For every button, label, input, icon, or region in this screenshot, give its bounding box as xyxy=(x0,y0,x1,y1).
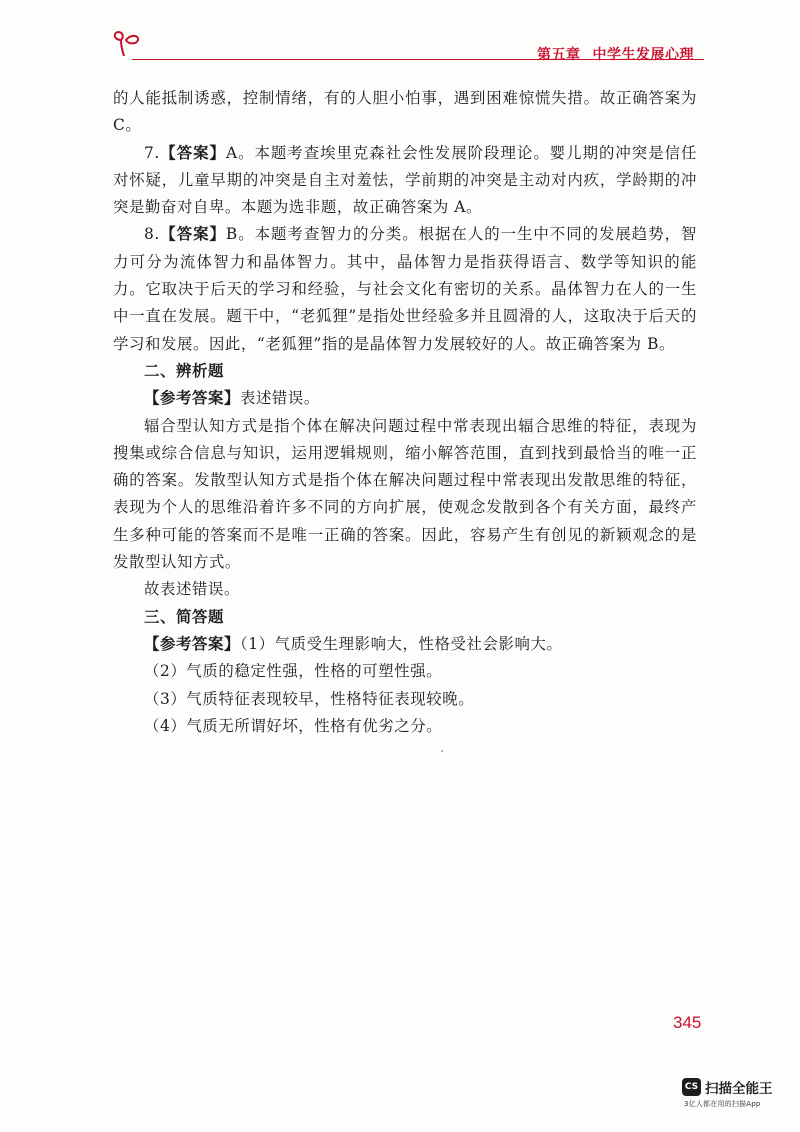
watermark-name: 扫描全能王 xyxy=(705,1081,773,1097)
conclusion-text: 故表述错误。 xyxy=(144,580,240,599)
list-item: （3）气质特征表现较早，性格特征表现较晚。 xyxy=(144,689,475,708)
section-heading-discrimination: 二、辨析题 xyxy=(144,361,224,380)
question-number: 7. xyxy=(144,143,160,162)
scan-speck xyxy=(441,750,443,752)
chapter-title: 中学生发展心理 xyxy=(592,47,694,63)
sprout-icon xyxy=(112,30,142,56)
page-number: 345 xyxy=(673,1013,702,1032)
reference-answer-label: 【参考答案】 xyxy=(144,389,240,408)
answer-text: B。本题考查智力的分类。根据在人的一生中不同的发展趋势，智力可分为流体智力和晶体智力。其中，晶体智力是指获得语言、数学等知识的能力。它取决于后天的学习和经验，与社会文化有密切的关系。晶体智力在人的一生中一直在发展。题干中，“老狐狸”是指处世经验多并且圆滑的人，这取决于后天的学习和发展。因此，“老狐狸”指的是晶体智力发展较好的人。故正确答案为 B。 xyxy=(113,225,697,353)
list-item: （1）气质受生理影响大，性格受社会影响大。 xyxy=(239,634,563,653)
list-item: （4）气质无所谓好坏，性格有优劣之分。 xyxy=(144,716,443,735)
reference-answer-label: 【参考答案】 xyxy=(144,634,240,653)
camscanner-logo-icon: CS xyxy=(682,1078,701,1096)
answer-7 xyxy=(113,140,697,222)
watermark-tagline: 3亿人都在用的扫描App xyxy=(684,1100,761,1108)
reference-answer-text: 表述错误。 xyxy=(239,389,320,408)
chapter-number: 第五章 xyxy=(537,47,581,63)
explanation-paragraph: 辐合型认知方式是指个体在解决问题过程中常表现出辐合思维的特征，表现为搜集或综合信息与知识，运用逻辑规则，缩小解答范围，直到找到最恰当的唯一正确的答案。发散型认知方式是指个体在解决问题过程中常表现出发散思维的特征，表现为个人的思维沿着许多不同的方向扩展，使观念发散到各个有关方面，最终产生多种可能的答案而不是唯一正确的答案。因此，容易产生有创见的新颖观念的是发散型认知方式。 xyxy=(113,416,697,572)
paragraph-continued: 的人能抵制诱惑，控制情绪，有的人胆小怕事，遇到困难惊慌失措。故正确答案为 C。 xyxy=(113,89,697,135)
section-heading-short-answer: 三、简答题 xyxy=(144,607,224,626)
reference-answer-2 xyxy=(113,385,697,412)
page-header xyxy=(0,0,800,80)
answer-text: A。本题考查埃里克森社会性发展阶段理论。婴儿期的冲突是信任对怀疑，儿童早期的冲突是自主对羞怯，学前期的冲突是主动对内疚，学龄期的冲突是勤奋对自卑。本题为选非题，故正确答案为 A。 xyxy=(113,143,698,217)
answer-label: 【答案】 xyxy=(159,143,226,162)
list-item: （2）气质的稳定性强，性格的可塑性强。 xyxy=(144,662,443,681)
chapter-label xyxy=(537,44,694,64)
answer-8 xyxy=(113,221,697,357)
question-number: 8. xyxy=(144,225,160,244)
page-content xyxy=(113,85,697,740)
scanner-watermark xyxy=(682,1076,792,1116)
answer-label: 【答案】 xyxy=(159,225,226,244)
reference-answer-3 xyxy=(113,631,697,658)
